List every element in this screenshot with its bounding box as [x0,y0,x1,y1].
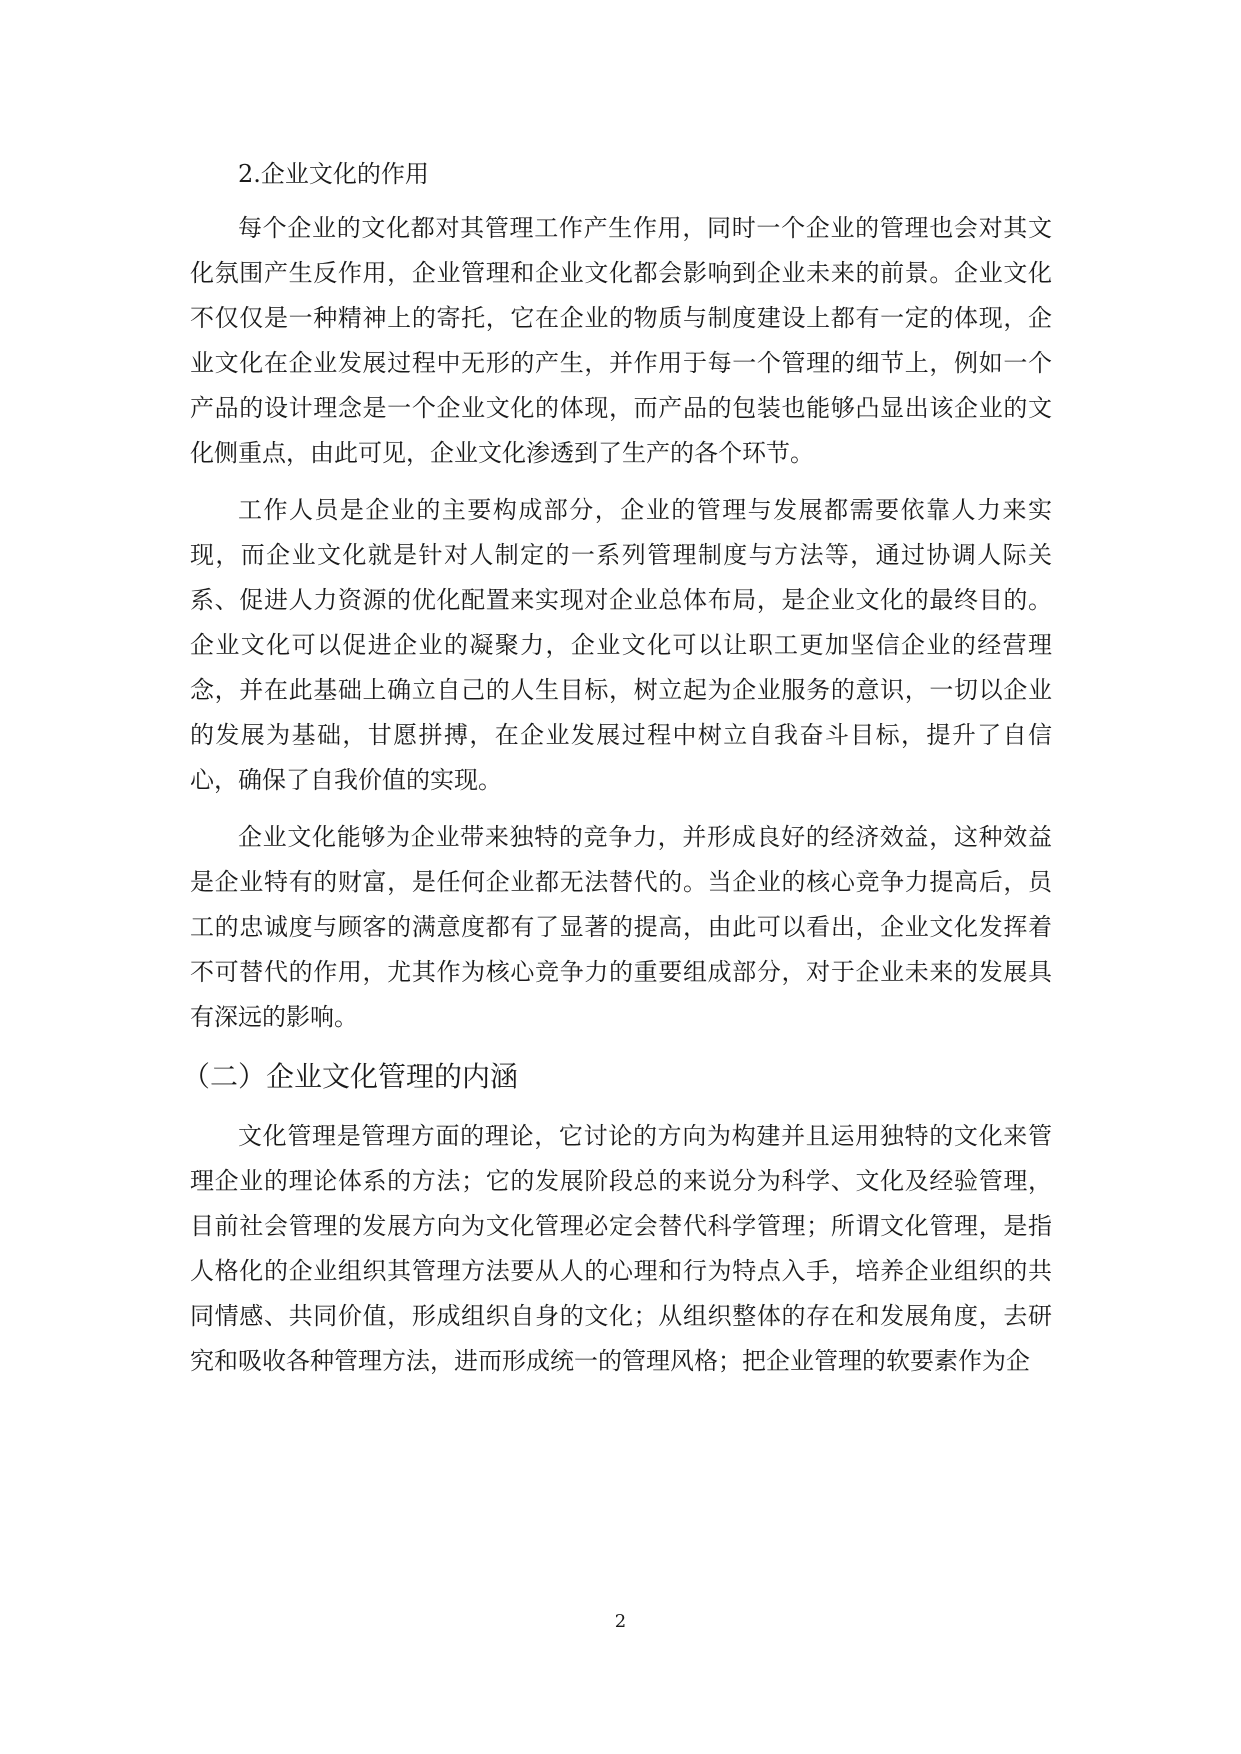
paragraph: 每个企业的文化都对其管理工作产生作用，同时一个企业的管理也会对其文化氛围产生反作用，企业管理和企业文化都会影响到企业未来的前景。企业文化不仅仅是一种精神上的寄托，它在企业的物质与制度建设上都有一定的体现，企业文化在企业发展过程中无形的产生，并作用于每一个管理的细节上，例如一个产品的设计理念是一个企业文化的体现，而产品的包装也能够凸显出该企业的文化侧重点，由此可见，企业文化渗透到了生产的各个环节。 [190,214,1052,467]
page-content [182,152,1052,1396]
paragraph: 文化管理是管理方面的理论，它讨论的方向为构建并且运用独特的文化来管理企业的理论体系的方法；它的发展阶段总的来说分为科学、文化及经验管理，目前社会管理的发展方向为文化管理必定会替代科学管理；所谓文化管理，是指人格化的企业组织其管理方法要从人的心理和行为特点入手，培养企业组织的共同情感、共同价值，形成组织自身的文化；从组织整体的存在和发展角度，去研究和吸收各种管理方法，进而形成统一的管理风格；把企业管理的软要素作为企 [190,1122,1052,1375]
section-title: （二）企业文化管理的内涵 [182,1060,519,1093]
paragraph: 工作人员是企业的主要构成部分，企业的管理与发展都需要依靠人力来实现，而企业文化就是针对人制定的一系列管理制度与方法等，通过协调人际关系、促进人力资源的优化配置来实现对企业总体布局，是企业文化的最终目的。企业文化可以促进企业的凝聚力，企业文化可以让职工更加坚信企业的经营理念，并在此基础上确立自己的人生目标，树立起为企业服务的意识，一切以企业的发展为基础，甘愿拼搏，在企业发展过程中树立自我奋斗目标，提升了自信心，确保了自我价值的实现。 [190,496,1052,794]
page-number: 2 [614,1611,627,1632]
paragraph: 企业文化能够为企业带来独特的竞争力，并形成良好的经济效益，这种效益是企业特有的财富，是任何企业都无法替代的。当企业的核心竞争力提高后，员工的忠诚度与顾客的满意度都有了显著的提高，由此可以看出，企业文化发挥着不可替代的作用，尤其作为核心竞争力的重要组成部分，对于企业未来的发展具有深远的影响。 [190,823,1052,1031]
subsection-title: 2.企业文化的作用 [238,160,429,188]
